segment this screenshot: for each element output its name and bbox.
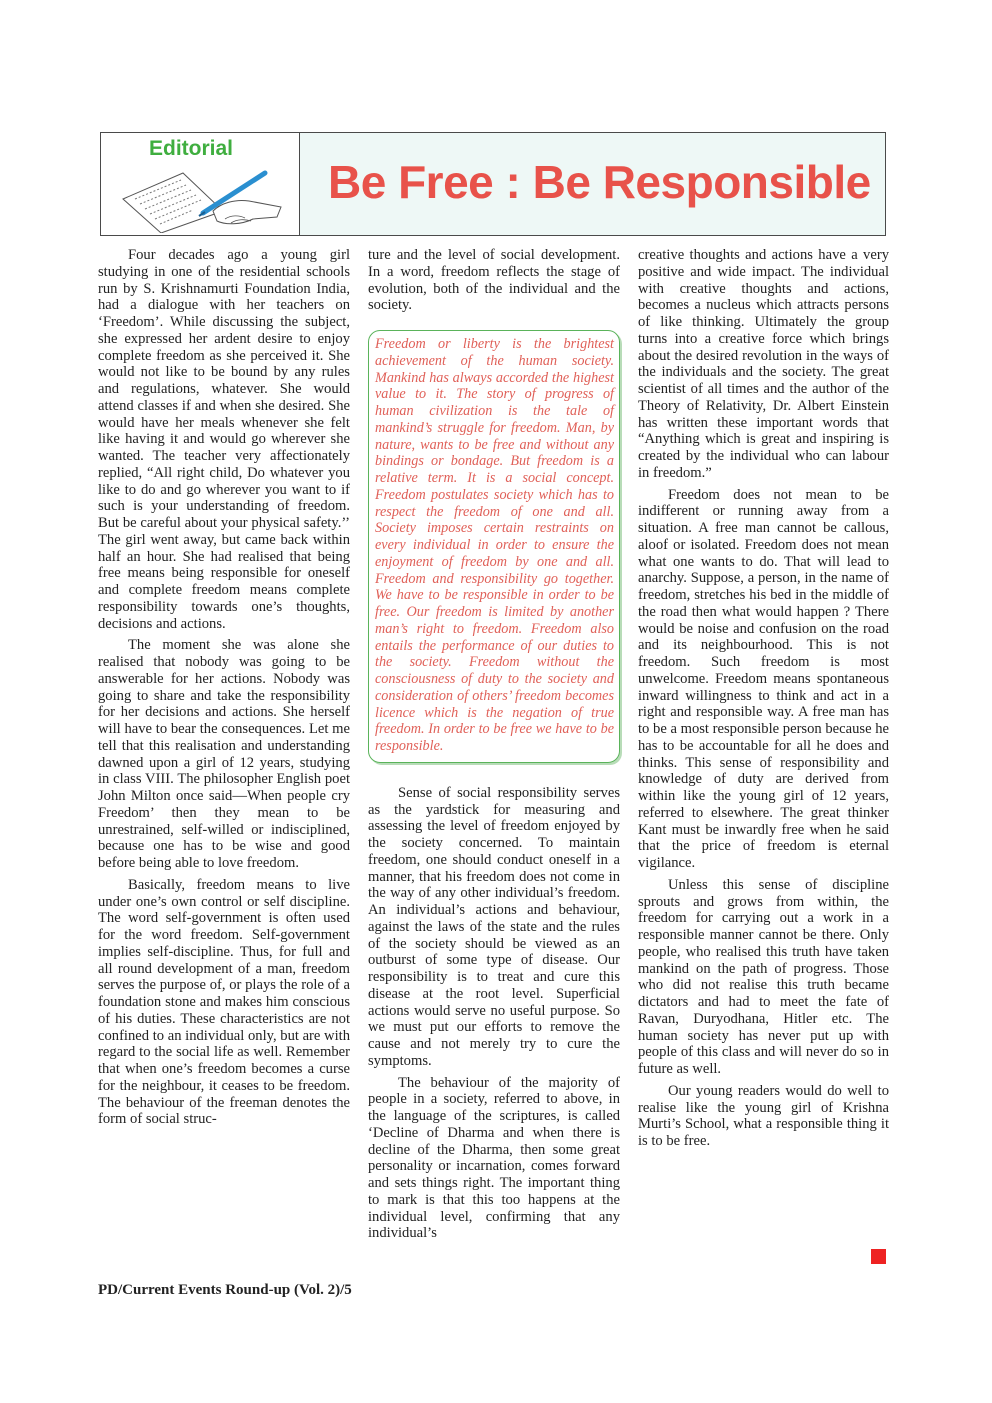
article-paragraph: The moment she was alone she realised that nobody was going to be answerable for her actions. Nobody was going to share and take the responsibility for her decisions and actions. She herself will have to bear the consequences. Let me tell that this realisation and understanding dawned upon a girl of 12 years, studying in class VIII. The philosopher English poet John Milton once said—When people cry Freedom’ then they mean to be unrestrained, self-willed or indisciplined, because one has to be wise and good before being able to love freedom. bbox=[98, 637, 350, 871]
section-badge bbox=[101, 133, 300, 235]
section-label: Editorial bbox=[149, 137, 234, 160]
hand-writing-icon bbox=[113, 167, 297, 233]
article-paragraph: The behaviour of the majority of people in a society, referred to above, in the language of the scriptures, is called ‘Decline of Dharma and when there is decline of the Dharma, then some great personality or incarnation, comes forward and sets things right. The important thing to mark is that this too happens at the individual level, confirming that any individual’s bbox=[368, 1074, 620, 1242]
article-paragraph: Our young readers would do well to realise like the young girl of Krishna Murti’s School, what a responsible thing it is to be free. bbox=[638, 1082, 889, 1149]
article-paragraph: Unless this sense of discipline sprouts and grows from within, the freedom for carrying out a work in a responsible manner cannot be there. Only people, who realised this truth have taken mankind on the path of progress. Those who did not realise this truth became dictators and had to meet the fate of Ravan, Duryodhana, Hitler etc. The human society has never put up with people of this class and will never do so in future as well. bbox=[638, 876, 889, 1077]
article-column-1 bbox=[98, 247, 350, 1133]
editorial-header bbox=[100, 132, 886, 236]
article-paragraph: Basically, freedom means to live under one’s own control or self discipline. The word self-government is often used for the word freedom. Self-government implies self-discipline. Thus, for full and all round development of a man, freedom serves the purpose of, or plays the role of a foundation stone and makes him conscious of his duties. These characteristics are not confined to an individual only, but are with regard to the social life as well. Remember that when one’s freedom becomes a curse for the neighbour, it ceases to be freedom. The behaviour of the freeman denotes the form of social struc- bbox=[98, 876, 350, 1128]
article-paragraph: Freedom does not mean to be indifferent or running away from a situation. A free man cannot be callous, aloof or isolated. Freedom does not mean what one wants to do. That will lead to anarchy. Suppose, a person, in the name of freedom, stretches his bed in the middle of the road then what would happen ? There would be noise and confusion on the road and its neighbourhood. This is not freedom. Such freedom is most unwelcome. Freedom means spontaneous inward willingness to think and act in a right and responsible way. A free man has to be a most responsible person because he has to be accountable for all he does and thinks. This sense of responsibility and knowledge of duty are derived from within like the young girl of 12 years, referred to elsewhere. The great thinker Kant must be inwardly free when he said that the price of freedom is eternal vigilance. bbox=[638, 486, 889, 871]
article-paragraph: Sense of social responsibility serves as the yardstick for measuring and assessing the level of freedom enjoyed by the society concerned. To maintain freedom, one should conduct oneself in a manner, that his freedom does not come in the way of any other individual’s freedom. An individual’s actions and behaviour, against the laws of the state and the rules of the society should be viewed as an outburst of some type of disease. Our responsibility is to treat and cure this disease at the root level. Superficial actions would serve no useful purpose. So we must put our efforts to remove the cause and not merely try to cure the symptoms. bbox=[368, 784, 620, 1069]
pull-quote: Freedom or liberty is the brightest achievement of the human society. Mankind has always accorded the highest value to it. The story of progress of human civilization is the tale of mankind’s struggle for freedom. Man, by nature, wants to be free and without any bindings or bondage. But freedom is a relative term. It is a social concept. Freedom postulates society which has to respect the freedom of one and all. Society imposes certain restraints on every individual in order to ensure the enjoyment of freedom by one and all. Freedom and responsibility go together. We have to be responsible in order to be free. Our freedom is limited by another man’s right to freedom. Freedom also entails the performance of our duties to the society. Freedom without the consciousness of duty to the society and consideration of others’ freedom becomes licence which is the negation of true freedom. In order to be free we have to be responsible. bbox=[368, 330, 620, 763]
article-column-2 bbox=[368, 247, 620, 1247]
page-footer-credit: PD/Current Events Round-up (Vol. 2)/5 bbox=[98, 1282, 352, 1298]
page-title: Be Free : Be Responsible bbox=[328, 156, 871, 208]
title-banner bbox=[300, 133, 885, 235]
article-paragraph-continued: ture and the level of social development. In a word, freedom reflects the stage of evolution, both of the individual and the society. bbox=[368, 247, 620, 314]
article-paragraph: Four decades ago a young girl studying in one of the residential schools run by S. Krishnamurti Foundation India, had a dialogue with her teachers on ‘Freedom’. While discussing the subject, she expressed her ardent desire to enjoy complete freedom as she perceived it. She would not like to be bound by any rules and regulations, whatever. She would attend classes if and when she desired. She would have her meals whenever she felt like having it and would go wherever she wanted. The teacher very affectionately replied, “All right child, Do whatever you like to do and go wherever you want to if such is your understanding of freedom. But be careful about your physical safety.’’ The girl went away, but came back within half an hour. She had realised that being free means being responsible for oneself and complete freedom means complete responsibility towards one’s thoughts, decisions and actions. bbox=[98, 247, 350, 632]
end-of-article-square bbox=[871, 1249, 886, 1264]
article-paragraph-continued: creative thoughts and actions have a very positive and wide impact. The individual with creative thoughts and actions, becomes a nucleus which attracts persons of like thinking. Ultimately the group turns into a creative force which brings about the desired revolution in the ways of the individuals and the society. The great scientist of all times and the author of the Theory of Relativity, Dr. Albert Einstein has written these important words that “Anything which is great and inspiring is created by the individual who can labour in freedom.” bbox=[638, 247, 889, 481]
article-column-3 bbox=[638, 247, 889, 1155]
